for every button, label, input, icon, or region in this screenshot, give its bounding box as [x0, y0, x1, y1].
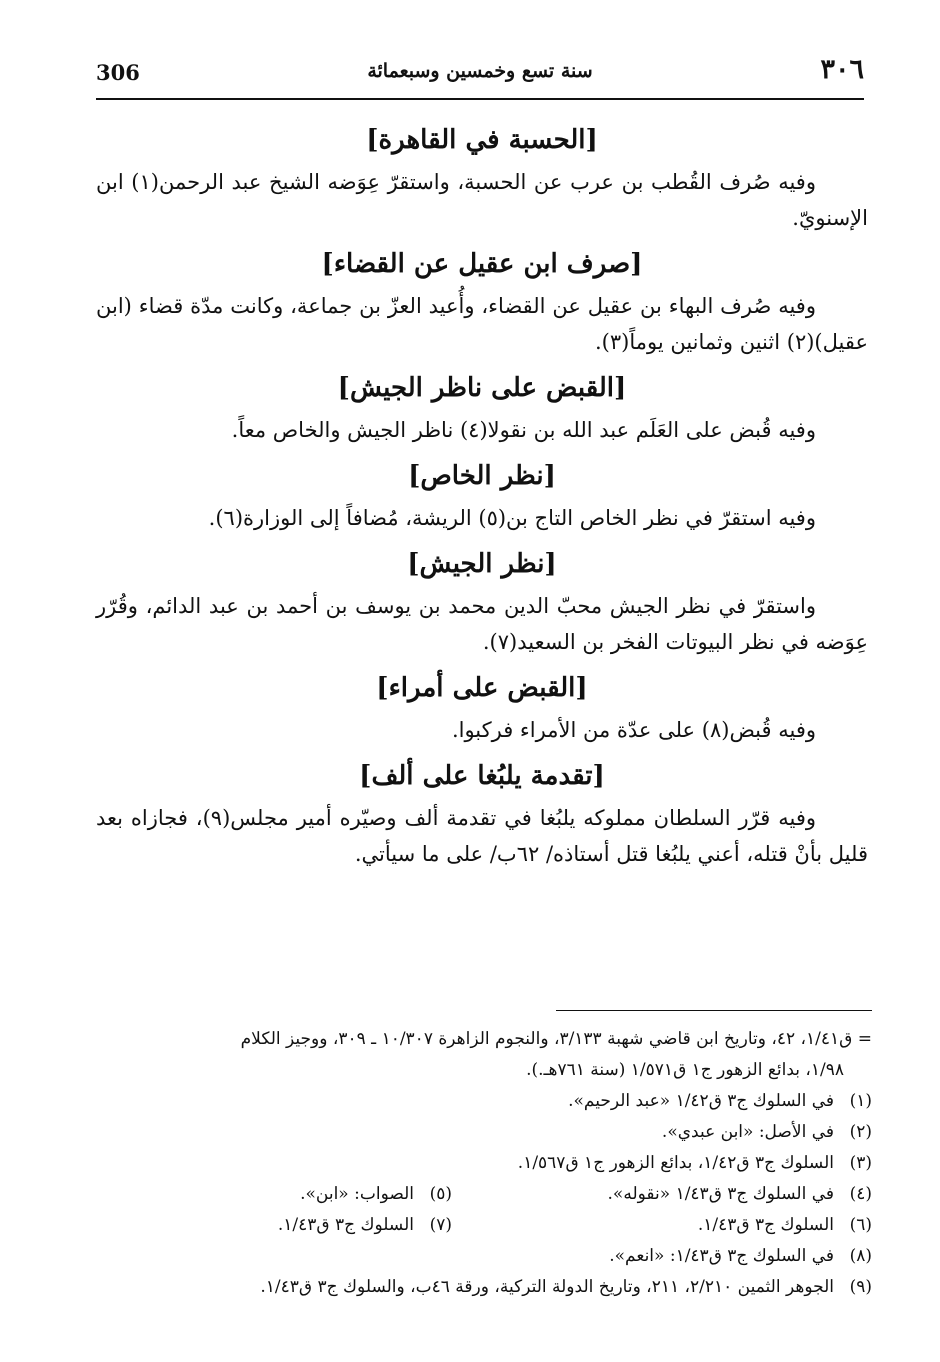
footnote-rule [556, 1010, 872, 1011]
section-paragraph: وفيه استقرّ في نظر الخاص التاج بن(٥) الريشة، مُضافاً إلى الوزارة(٦). [208, 506, 816, 530]
footnote-item [96, 1117, 872, 1148]
footnote-number: (٨) [849, 1246, 872, 1266]
section-paragraph: وفيه صُرف البهاء بن عقيل عن القضاء، وأُعيد العزّ بن جماعة، وكانت مدّة قضاء (ابن عقيل)(٢) اثنين وثمانين يوماً(٣). [96, 294, 868, 354]
section-paragraph: وفيه قُبض على العَلَم عبد الله بن نقولا(٤) ناظر الجيش والخاص معاً. [231, 418, 816, 442]
section-heading: [تقدمة يلبُغا على ألف] [359, 761, 605, 791]
page-number-arabic: ٣٠٦ [820, 54, 864, 85]
footnote-text: السلوك ج٣ ق١/٤٢، بدائع الزهور ج١ ق١/٥٦٧. [517, 1153, 834, 1173]
page-number-latin: 306 [96, 60, 140, 85]
footnotes [96, 1024, 872, 1303]
footnote-item [96, 1148, 872, 1179]
footnote-number: (٥) [429, 1184, 452, 1204]
section-heading: [صرف ابن عقيل عن القضاء] [321, 249, 643, 279]
footnote-number: (٢) [849, 1122, 872, 1142]
footnote-item [452, 1210, 872, 1241]
footnote-item [96, 1241, 872, 1272]
header-rule [96, 98, 864, 100]
footnote-text: الجوهر الثمين ٢/٢١٠، ٢١١، وتاريخ الدولة التركية، ورقة ٤٦ب، والسلوك ج٣ ق١/٤٣. [260, 1277, 834, 1297]
footnote-item [96, 1179, 452, 1210]
footnote-item [96, 1210, 452, 1241]
footnote-continuation: ١/٩٨، بدائع الزهور ج١ ق١/٥٧١ (سنة ٧٦١هـ.). [526, 1060, 844, 1080]
footnote-item [452, 1179, 872, 1210]
footnote-text: في السلوك ج٣ ق١/٤٢ «عبد الرحيم». [568, 1091, 834, 1111]
footnote-item [96, 1086, 872, 1117]
footnote-text: في السلوك ج٣ ق١/٤٣: «انعم». [609, 1246, 834, 1266]
footnote-continuation: = ق١/٤١، ٤٢، وتاريخ ابن قاضي شهبة ٣/١٣٣، والنجوم الزاهرة ١٠/٣٠٧ ـ ٣٠٩، ووجيز الكلام [240, 1029, 872, 1049]
footnote-number: (٦) [849, 1215, 872, 1235]
section-paragraph: وفيه قرّر السلطان مملوكه يلبُغا في تقدمة ألف وصيّره أمير مجلس(٩)، فجازاه بعد قليل بأنْ قتله، أعني يلبُغا قتل أستاذه/ ٦٢ب/ على ما سيأتي. [96, 806, 868, 866]
footnote-number: (٤) [849, 1184, 872, 1204]
footnote-item [96, 1272, 872, 1303]
footnote-pair [96, 1179, 872, 1210]
footnote-number: (٩) [849, 1277, 872, 1297]
section-heading: [نظر الجيش] [407, 549, 557, 579]
page-header [96, 52, 864, 92]
section-paragraph: وفيه صُرف القُطب بن عرب عن الحسبة، واستقرّ عِوَضه الشيخ عبد الرحمن(١) ابن الإسنويّ. [96, 170, 868, 230]
footnote-text: في الأصل: «ابن عبدي». [661, 1122, 834, 1142]
section-heading: [القبض على أمراء] [376, 673, 588, 703]
footnote-text: السلوك ج٣ ق١/٤٣. [697, 1215, 834, 1235]
footnote-text: السلوك ج٣ ق١/٤٣. [277, 1215, 414, 1235]
footnote-pair [96, 1210, 872, 1241]
footnote-text: الصواب: «ابن». [300, 1184, 414, 1204]
section-heading: [الحسبة في القاهرة] [366, 125, 598, 155]
section-paragraph: وفيه قُبض(٨) على عدّة من الأمراء فركبوا. [451, 718, 816, 742]
footnote-text: في السلوك ج٣ ق١/٤٣ «نقوله». [607, 1184, 834, 1204]
footnote-number: (٧) [429, 1215, 452, 1235]
section-paragraph: واستقرّ في نظر الجيش محبّ الدين محمد بن يوسف بن أحمد بن عبد الدائم، وقُرّر عِوَضه في نظر البيوتات الفخر بن السعيد(٧). [96, 594, 868, 654]
section-heading: [القبض على ناظر الجيش] [337, 373, 627, 403]
footnote-number: (٣) [849, 1153, 872, 1173]
running-title: سنة تسع وخمسين وسبعمائة [367, 60, 593, 82]
footnote-number: (١) [849, 1091, 872, 1111]
section-heading: [نظر الخاص] [408, 461, 556, 491]
main-text [96, 112, 868, 878]
